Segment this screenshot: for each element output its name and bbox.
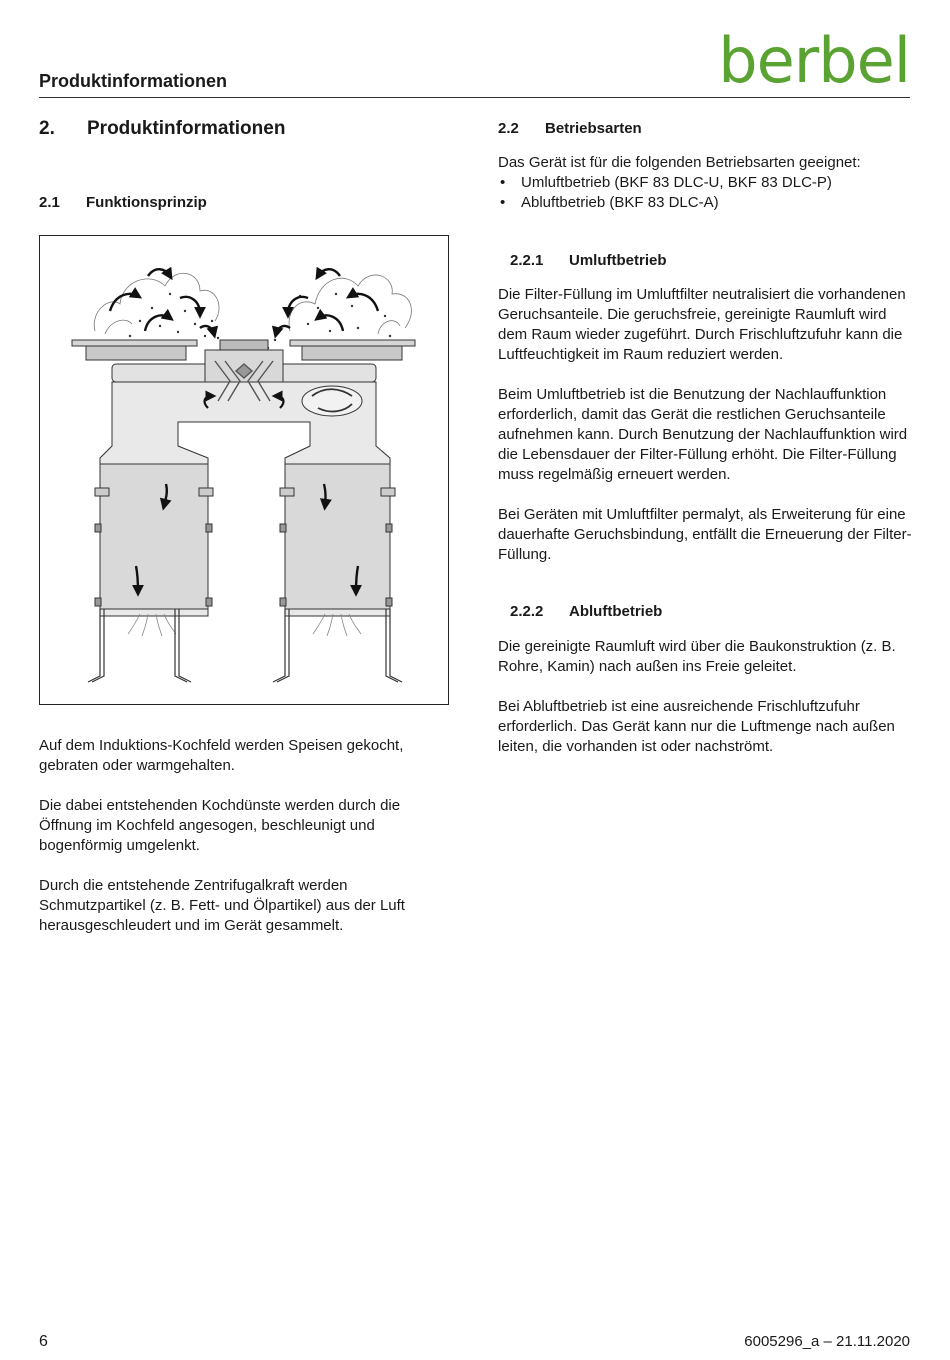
steam-cloud-right [289, 275, 411, 334]
subsection-heading-2-2-2 [510, 603, 662, 620]
subsection-title: Betriebsarten [545, 120, 642, 137]
list-item: • Umluftbetrieb (BKF 83 DLC-U, BKF 83 DLC-P) [498, 173, 918, 193]
list-item: • Abluftbetrieb (BKF 83 DLC-A) [498, 193, 918, 213]
subsection-number: 2.2 [498, 120, 519, 137]
paragraph: Beim Umluftbetrieb ist die Benutzung der Nachlauffunktion erforderlich, damit das Gerät die restlichen Geruchsanteile aufnehmen kann. Durch Benutzung der Nachlauffunktion wird die Lebensdauer der Filter-Füllung erhöht. Die Filter-Füllung muss regelmäßig erneuert werden. [498, 386, 908, 483]
paragraph: Bei Geräten mit Umluftfilter permalyt, als Erweiterung für eine dauerhafte Geruchsbindung, entfällt die Erneuerung der Filter-Füllung. [498, 506, 912, 563]
section-number: 2. [39, 118, 55, 139]
subsection-number: 2.2.2 [510, 603, 544, 620]
section-heading [39, 118, 285, 140]
extractor-diagram [40, 236, 448, 704]
paragraph: Die Filter-Füllung im Umluftfilter neutralisiert die vorhandenen Geruchsanteile. Die geruchsfreie, gereinigte Raumluft wird dem Raum wieder zugeführt. Durch Frischluftzufuhr kann die Luftfeuchtigkeit im Raum reduziert werden. [498, 286, 906, 363]
subsection-heading-2-1 [39, 194, 207, 211]
section-title: Produktinformationen [87, 118, 286, 139]
berbel-logo: berbel [718, 24, 910, 97]
paragraph: Bei Abluftbetrieb ist eine ausreichende Frischluftzufuhr erforderlich. Das Gerät kann nur die Luftmenge nach außen leiten, die vorhanden ist oder nachströmt. [498, 698, 895, 755]
support-legs [88, 609, 402, 682]
mode-list [498, 173, 918, 213]
subsection-number: 2.1 [39, 194, 60, 211]
page-number: 6 [39, 1333, 48, 1350]
odour-filter-right [280, 464, 395, 609]
paragraph: Die gereinigte Raumluft wird über die Baukonstruktion (z. B. Rohre, Kamin) nach außen ins Freie geleitet. [498, 638, 896, 675]
paragraph: Auf dem Induktions-Kochfeld werden Speisen gekocht, gebraten oder warmgehalten. [39, 737, 404, 774]
odour-filter-left [95, 464, 213, 609]
paragraph: Die dabei entstehenden Kochdünste werden durch die Öffnung im Kochfeld angesogen, beschleunigt und bogenförmig umgelenkt. [39, 797, 401, 854]
running-title: Produktinformationen [39, 71, 227, 91]
paragraph: Durch die entstehende Zentrifugalkraft werden Schmutzpartikel (z. B. Fett- und Ölpartikel) aus der Luft herausgeschleudert und im Gerät gesammelt. [39, 877, 405, 934]
intro-text: Das Gerät ist für die folgenden Betriebsarten geeignet: [498, 154, 861, 171]
subsection-number: 2.2.1 [510, 252, 544, 269]
subsection-heading-2-2-1 [510, 252, 667, 269]
fan [302, 386, 362, 416]
subsection-heading-2-2 [498, 120, 642, 137]
document-id: 6005296_a – 21.11.2020 [744, 1333, 910, 1350]
function-principle-figure [39, 235, 449, 705]
funktionsprinzip-text [39, 736, 439, 936]
betriebsarten-text [498, 153, 918, 213]
subsection-title: Umluftbetrieb [569, 252, 667, 269]
header-divider [39, 97, 910, 98]
subsection-title: Funktionsprinzip [86, 194, 207, 211]
subsection-title: Abluftbetrieb [569, 603, 663, 620]
air-outflow [128, 614, 361, 636]
abluftbetrieb-text [498, 637, 918, 757]
umluftbetrieb-text [498, 285, 918, 565]
